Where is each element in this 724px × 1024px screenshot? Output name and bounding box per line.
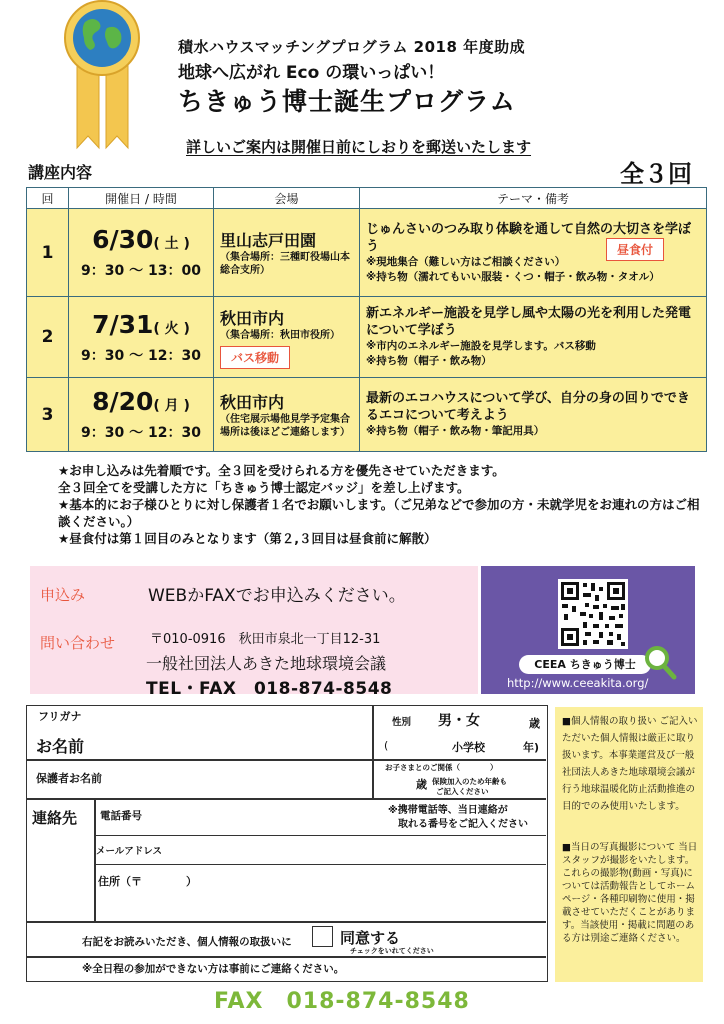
privacy-policy-text: ■個人情報の取り扱い ご記入いただいた個人情報は厳正に取り扱います。本事業運営及び一般社団法人あきた地球環境会議が行う地球温暖化防止活動推進の目的でのみ使用いたします。 xyxy=(562,716,698,812)
session-date-cell xyxy=(69,297,214,378)
table-row xyxy=(27,378,707,452)
contact-label: 連絡先 xyxy=(32,809,78,827)
session-date-cell xyxy=(69,209,214,297)
form-divider xyxy=(94,798,96,921)
form-divider xyxy=(26,798,546,800)
consent-checkbox[interactable] xyxy=(312,926,333,947)
guardian-name-label[interactable]: 保護者お名前 xyxy=(36,772,102,785)
sex-label: 性別 xyxy=(392,717,412,728)
venue-note: （住宅展示場他見学予定集合場所は後ほどご連絡します） xyxy=(220,414,350,438)
school-paren: ( xyxy=(384,739,389,752)
note-item: 全３回全てを受講した方に「ちきゅう博士認定バッジ」を差し上げます。 xyxy=(58,480,470,495)
session-dow: ( 火 ) xyxy=(153,320,190,337)
inquiry-label: 問い合わせ xyxy=(40,634,116,652)
session-time: 9：30 ～ 12：30 xyxy=(81,347,201,364)
theme-note: ※持ち物（帽子・飲み物・筆記用具） xyxy=(366,425,545,437)
session-dow: ( 土 ) xyxy=(153,236,190,252)
venue-name: 秋田市内 xyxy=(220,308,285,328)
relationship-label: お子さまとのご関係（ ） xyxy=(385,763,498,772)
session-dow: ( 月 ) xyxy=(153,398,190,414)
venue-note: （集合場所：秋田市役所） xyxy=(220,329,340,341)
schedule-note: ※全日程の参加ができない方は事前にご連絡ください。 xyxy=(82,963,345,975)
table-row xyxy=(27,209,707,297)
theme-text: 最新のエコハウスについて学び、自分の身の回りでできるエコについて考えよう xyxy=(366,391,690,423)
col-header-num: 回 xyxy=(27,188,69,209)
tel-fax: TEL・FAX 018-874-8548 xyxy=(146,679,393,699)
col-header-theme: テーマ・備考 xyxy=(360,188,707,209)
table-header-row xyxy=(27,188,707,209)
form-divider xyxy=(94,835,546,836)
name-field-label[interactable]: お名前 xyxy=(36,737,85,756)
schedule-table xyxy=(26,187,707,452)
theme-note: ※現地集合（難しい方はご相談ください） xyxy=(366,255,566,268)
session-date: 8/20 xyxy=(92,387,154,416)
ceea-label: CEEA ちきゅう博士 xyxy=(519,655,651,674)
school-label: 小学校 xyxy=(452,741,485,754)
session-date: 6/30 xyxy=(92,225,154,254)
apply-label: 申込み xyxy=(40,586,86,604)
org-address: 〒010-0916 秋田市泉北一丁目12-31 xyxy=(150,632,381,647)
check-hint: チェックをいれてください xyxy=(350,947,434,955)
form-divider xyxy=(372,705,374,798)
grade-label: 年) xyxy=(523,741,540,754)
form-divider xyxy=(26,956,546,958)
form-divider xyxy=(26,759,546,761)
venue-name: 里山志戸田園 xyxy=(220,231,317,250)
lunch-badge: 昼食付 xyxy=(606,238,664,261)
note-item: ★お申し込みは先着順です。全３回を受けられる方を優先させていただきます。 xyxy=(58,463,505,478)
table-row xyxy=(27,297,707,378)
notice-text: 詳しいご案内は開催日前にしおりを郵送いたします xyxy=(186,138,532,156)
session-time: 9：30 ～ 12：30 xyxy=(81,425,201,441)
page-title: ちきゅう博士誕生プログラム xyxy=(178,87,516,116)
website-link[interactable]: http://www.ceeakita.org/ xyxy=(507,676,649,690)
org-name: 一般社団法人あきた地球環境会議 xyxy=(146,654,387,673)
insurance-note: 保険加入のため年齢も xyxy=(432,777,507,786)
sex-options[interactable]: 男・女 xyxy=(438,713,480,729)
session-number: 2 xyxy=(27,297,69,378)
address-field-label[interactable]: 住所（〒 ） xyxy=(98,875,197,888)
col-header-venue: 会場 xyxy=(214,188,360,209)
session-date: 7/31 xyxy=(92,309,154,339)
guardian-age-label: 歳 xyxy=(416,778,427,791)
theme-text: 新エネルギー施設を見学し風や太陽の光を利用した発電について学ぼう xyxy=(366,306,692,338)
session-date-cell xyxy=(69,378,214,452)
course-label: 講座内容 xyxy=(28,163,93,182)
theme-cell xyxy=(360,297,707,378)
furigana-label: フリガナ xyxy=(38,710,82,723)
session-number: 1 xyxy=(27,209,69,297)
venue-cell xyxy=(214,209,360,297)
venue-cell xyxy=(214,378,360,452)
phone-note: 取れる番号をご記入ください xyxy=(398,819,528,830)
qr-code-icon[interactable] xyxy=(558,579,628,649)
notes-list xyxy=(58,462,708,547)
tagline: 地球へ広がれ Eco の環いっぱい！ xyxy=(178,63,445,83)
theme-text: じゅんさいのつみ取り体験を通して自然の大切さを学ぼう xyxy=(366,221,692,254)
insurance-note: ご記入ください xyxy=(436,787,489,796)
venue-note: （集合場所：三種町役場山本総合支所） xyxy=(220,252,350,276)
form-divider xyxy=(26,921,546,923)
col-header-date: 開催日 / 時間 xyxy=(69,188,214,209)
theme-note: ※持ち物（帽子・飲み物） xyxy=(366,355,492,367)
phone-note: ※携帯電話等、当日連絡が xyxy=(388,805,508,816)
note-item: ★昼食付は第１回目のみとなります（第２,３回目は昼食前に解散） xyxy=(58,531,437,546)
theme-note: ※市内のエネルギー施設を見学します。バス移動 xyxy=(366,340,596,352)
venue-name: 秋田市内 xyxy=(220,393,285,412)
total-sessions: 全３回 xyxy=(620,160,692,188)
photo-policy-text: ■当日の写真撮影について 当日スタッフが撮影をいたします。これらの撮影物(動画・写真)については活動報告としてホームページ・各種印刷物に使用・掲載させていただくことがあります。当該使用・掲載に問題のある方は別途ご連絡ください。 xyxy=(562,842,698,944)
note-item: ★基本的にお子様ひとりに対し保護者１名でお願いします。（ご兄弟などで参加の方・未就学児をお連れの方はご相談ください。） xyxy=(58,497,700,529)
theme-cell xyxy=(360,378,707,452)
sponsor-line: 積水ハウスマッチングプログラム 2018 年度助成 xyxy=(178,38,526,56)
fax-number: FAX 018-874-8548 xyxy=(214,989,470,1014)
earth-medal-icon xyxy=(55,0,150,150)
bus-badge: バス移動 xyxy=(220,346,290,369)
session-number: 3 xyxy=(27,378,69,452)
form-divider xyxy=(94,864,546,865)
venue-cell xyxy=(214,297,360,378)
magnifier-icon xyxy=(643,644,677,680)
apply-text: WEBかFAXでお申込みください。 xyxy=(148,586,406,606)
consent-text: 右記をお読みいただき、個人情報の取扱いに xyxy=(82,936,292,948)
email-field-label[interactable]: メールアドレス xyxy=(96,846,163,857)
theme-note: ※持ち物（濡れてもいい服装・くつ・帽子・飲み物・タオル） xyxy=(366,270,660,283)
age-label: 歳 xyxy=(529,717,540,730)
agree-label: 同意する xyxy=(340,929,401,947)
phone-field-label[interactable]: 電話番号 xyxy=(100,810,142,822)
session-time: 9：30 ～ 13：00 xyxy=(81,263,201,279)
